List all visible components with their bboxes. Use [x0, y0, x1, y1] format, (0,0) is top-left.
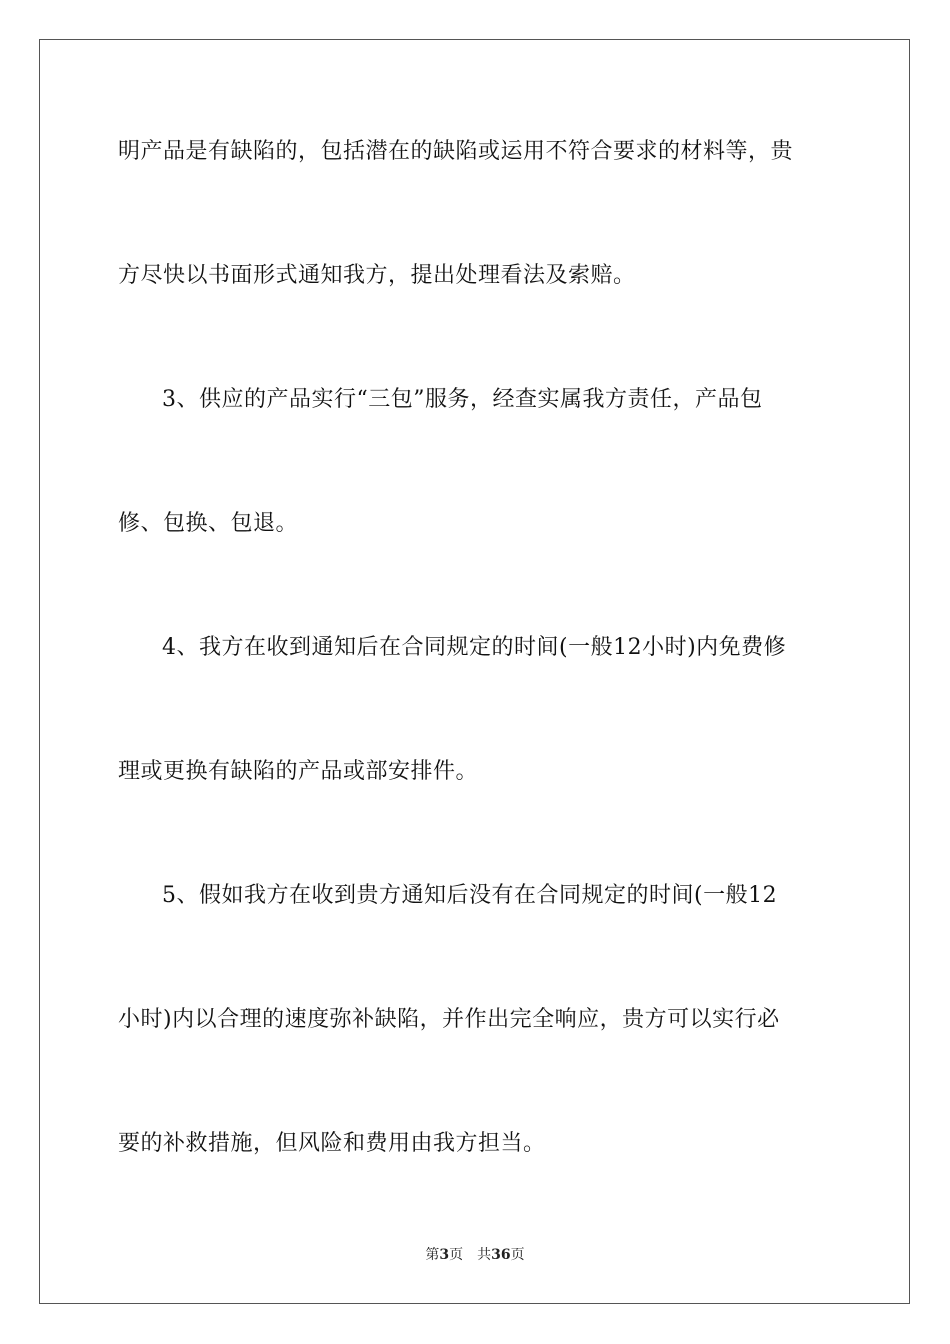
body-line: 要的补救措施，但风险和费用由我方担当。 [118, 1131, 546, 1156]
body-line: 修、包换、包退。 [118, 511, 299, 536]
total-prefix: 共 [477, 1247, 492, 1263]
page-suffix: 页 [449, 1247, 464, 1263]
total-pages: 36 [491, 1247, 511, 1263]
body-line: 明产品是有缺陷的，包括潜在的缺陷或运用不符合要求的材料等，贵 [118, 139, 794, 164]
paragraph-4-start: 4、我方在收到通知后在合同规定的时间(一般12小时)内免费修 [162, 635, 787, 660]
page-prefix: 第 [425, 1247, 440, 1263]
body-line: 理或更换有缺陷的产品或部安排件。 [118, 759, 479, 784]
page-footer [0, 1246, 950, 1264]
paragraph-5-start: 5、假如我方在收到贵方通知后没有在合同规定的时间(一般12 [162, 883, 778, 908]
page-frame [39, 39, 910, 1304]
total-suffix: 页 [510, 1247, 525, 1263]
body-line: 小时)内以合理的速度弥补缺陷，并作出完全响应，贵方可以实行必 [118, 1007, 780, 1032]
body-line: 方尽快以书面形式通知我方，提出处理看法及索赔。 [118, 263, 636, 288]
paragraph-3-start: 3、供应的产品实行“三包”服务，经查实属我方责任，产品包 [162, 387, 763, 412]
page-number: 3 [439, 1247, 450, 1263]
